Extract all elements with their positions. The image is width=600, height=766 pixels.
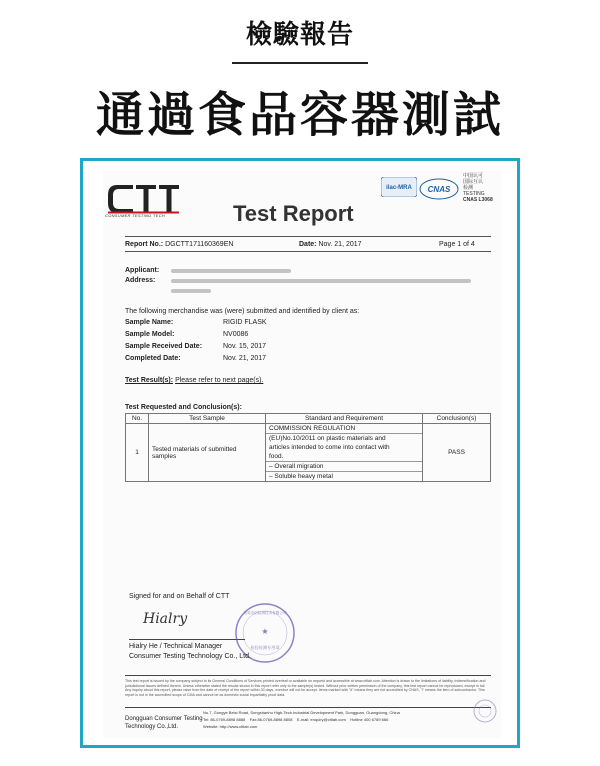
standard-line: (EU)No.10/2011 on plastic materials and [269,435,386,442]
footer-contact [203,709,493,730]
standard-line: food. [266,452,422,462]
ilac-label: ilac-MRA [386,185,412,191]
page-number: Page 1 of 4 [439,241,475,248]
conclusion-cell: PASS [423,424,491,482]
svg-text:★: ★ [261,627,269,636]
standard-line: articles intended to come into contact with [269,444,390,451]
table-header-row [126,414,491,424]
cnas-line: 中国认可 [463,173,484,179]
column-header: Test Sample [149,414,266,424]
terms-fine-print: This test report is issued by the company subject to its General Conditions of Services printed overleaf or available on request and accessible at www.cttlab.com. Attention is drawn to the limitations of liability, indemnification and jurisdictional issues defined therein. Unless otherwise stated the results shown in this report refer only to the sample(s) tested. Without prior written permission of the company, this test report cannot be reproduced, except in full. Any inquiry about this report, please raise from the date of receipt of the report within 30 days, overdue will not be accept. Items marked with "#" means they are not accredited by CNAS, "i" means the item of subcontractor. This report is not in the accredited scope of CMA and cannot be as domestic social impartiality proof data. [125,679,486,697]
column-header: Standard and Requirement [266,414,423,424]
field-label: Sample Received Date: [125,343,203,350]
cnas-line: 检测 [463,185,474,191]
standard-line: COMMISSION REGULATION [266,424,422,434]
requested-heading: Test Requested and Conclusion(s): [125,404,242,411]
column-header: Conclusion(s) [423,414,491,424]
footer-company [125,715,203,731]
header-divider [125,236,491,237]
title-divider [232,62,368,64]
field-label: Sample Name: [125,319,174,326]
cnas-line: 国际互认 [463,179,484,185]
report-date [299,241,362,248]
intro-text: The following merchandise was (were) submitted and identified by client as: [125,308,360,315]
applicant-label: Applicant: [125,267,160,274]
report-no-value: DGCTT171160369EN [165,241,234,248]
footer-email: E-mail: enquiry@cttlab.com [296,717,346,722]
footer-hotline: Hotline 400 6789 666 [350,717,389,722]
footer-fax: Fax:86-0769-8898 8808 [249,717,293,722]
field-label: Completed Date: [125,355,181,362]
test-result-text: Please refer to next page(s). [175,377,264,384]
seal-outer-text: 东莞市信检测技术有限公司 [243,611,287,615]
cnas-logo [419,177,459,201]
cnas-line: CNAS L3068 [463,197,493,203]
cnas-line: TESTING [463,191,485,197]
field-label: Sample Model: [125,331,175,338]
test-sample-cell: Tested materials of submitted samples [149,424,266,482]
footer-divider-bottom [125,707,491,708]
field-value: RIGID FLASK [223,319,267,326]
test-result-line [125,377,263,384]
date-value: Nov. 21, 2017 [318,241,362,248]
test-report-document [103,171,501,738]
footer-seal-icon [473,699,497,723]
footer-company-line: Dongguan Consumer Testing [125,716,203,722]
field-value: Nov. 21, 2017 [223,355,267,362]
test-result-label: Test Result(s): [125,377,174,384]
ctt-logo [103,181,183,215]
cnas-label: CNAS [427,185,451,194]
page-title: 通過食品容器測試 [95,87,504,143]
standard-line: – Soluble heavy metal [269,473,333,480]
row-number: 1 [126,424,149,482]
footer-company-line: Technology Co.,Ltd. [125,724,179,730]
company-name: Consumer Testing Technology Co., Ltd. [129,653,251,660]
redacted-address [171,279,471,283]
address-label: Address: [125,277,156,284]
signature-line [129,639,245,640]
ilac-mra-logo [381,177,417,197]
redacted-address-line2 [171,289,211,293]
standard-line: – Overall migration [266,462,422,472]
report-number [125,241,233,248]
footer-contact-line [203,716,493,723]
table-row [126,424,491,482]
date-label: Date: [299,241,317,248]
signer-name: Hialry He / Technical Manager [129,643,223,650]
redacted-applicant [171,269,291,273]
footer-website: Website: http://www.cttlab.com [203,724,258,729]
header-divider-bottom [125,251,491,252]
cnas-accreditation-text [463,173,493,203]
logo-tagline: CONSUMER TESTING TECH [105,213,166,218]
report-title: Test Report [233,201,354,226]
footer-tel: Tel: 86-0769-8898 8888 [203,717,246,722]
footer-divider [125,675,491,676]
signed-for-text: Signed for and on Behalf of CTT [129,593,230,600]
report-no-label: Report No.: [125,241,164,248]
column-header: No. [126,414,149,424]
seal-inner-text: 检验检测专用章 [250,645,280,650]
conclusion-table [125,413,491,482]
footer-address: No.7, Gongye Beisi Road, Songshanhu High-Tech Industrial Development Park, Dongguan, Guangdong, China [203,710,400,715]
signature: Hialry [143,611,188,627]
page-subtitle: 檢驗報告 [245,20,354,50]
field-value: NV0086 [223,331,249,338]
field-value: Nov. 15, 2017 [223,343,267,350]
standard-cell [266,424,423,482]
